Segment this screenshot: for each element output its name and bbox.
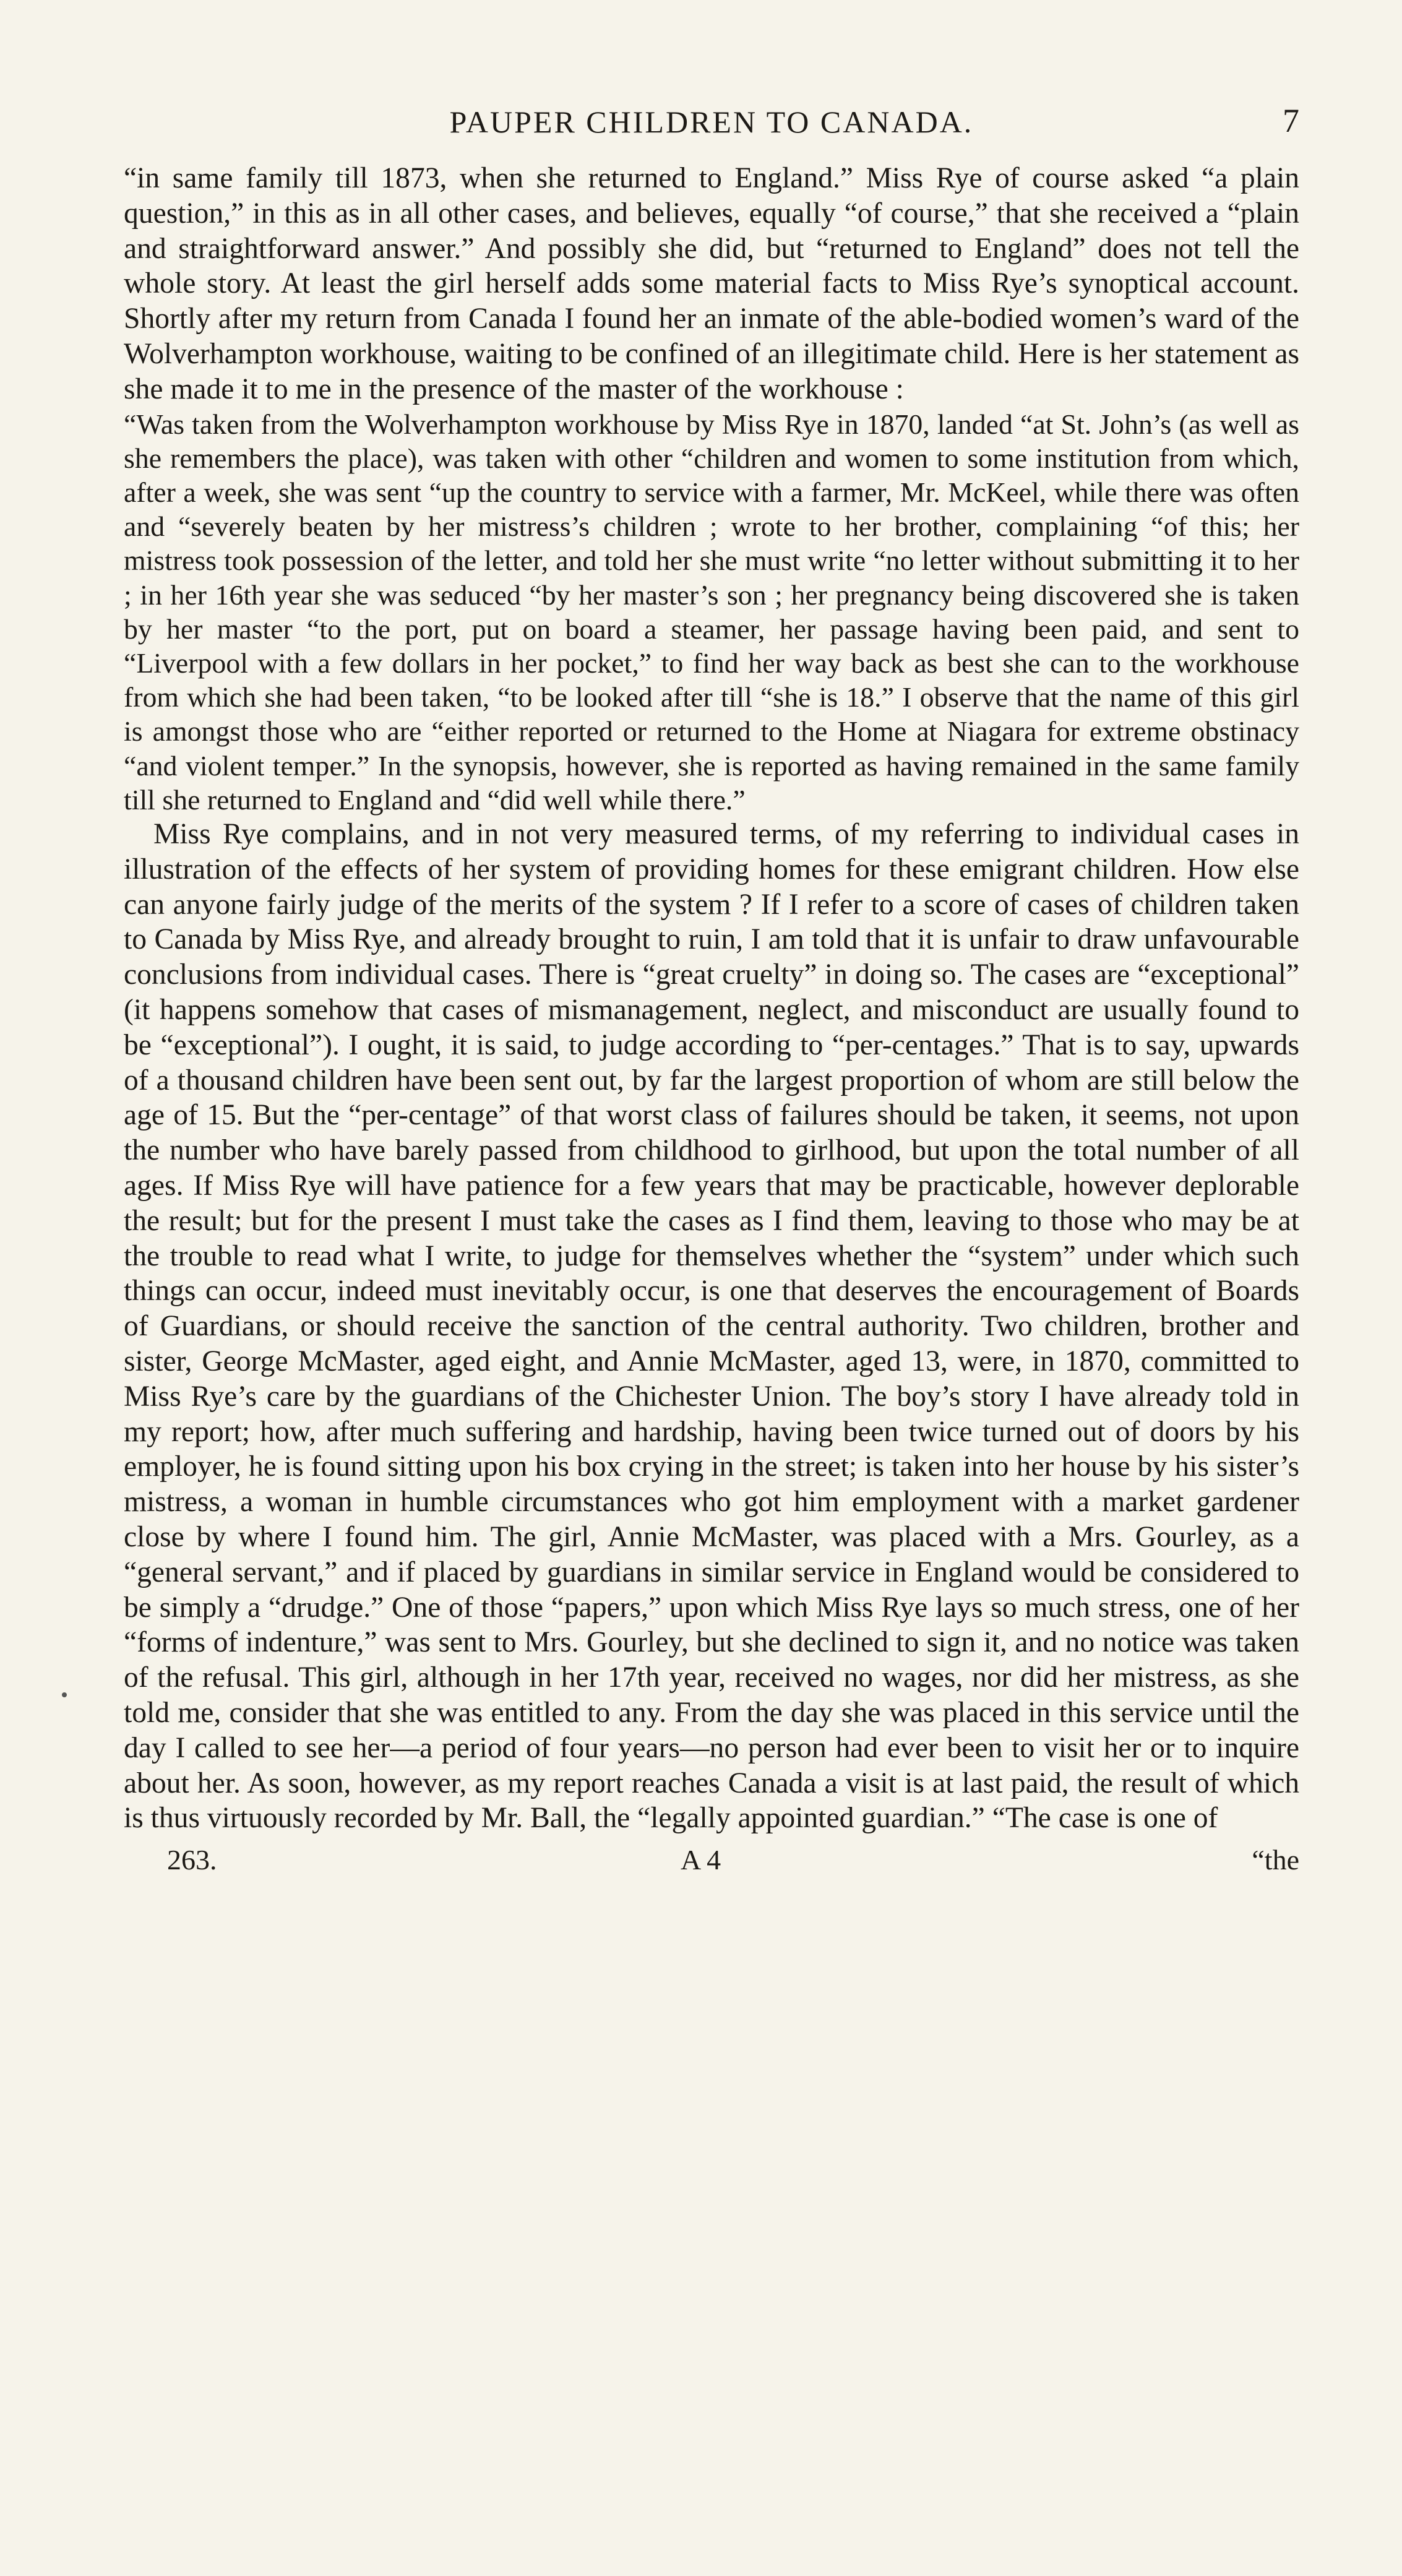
page-footer bbox=[124, 1838, 1299, 1882]
paragraph: Miss Rye complains, and in not very measured terms, of my referring to individual cases in illustration of the effects of her system of providing homes for these emigrant children. How else can anyone fairly judge of the merits of the system ? If I refer to a score of cases of children taken to Canada by Miss Rye, and already brought to ruin, I am told that it is unfair to draw unfavourable conclusions from individual cases. There is “great cruelty” in doing so. The cases are “exceptional” (it happens somehow that cases of mismanagement, neglect, and misconduct are usually found to be “exceptional”). I ought, it is said, to judge according to “per-centages.” That is to say, upwards of a thousand children have been sent out, by far the largest proportion of whom are still below the age of 15. But the “per-centage” of that worst class of failures should be taken, it seems, not upon the number who have barely passed from childhood to girlhood, but upon the total number of all ages. If Miss Rye will have patience for a few years that may be practicable, however deplorable the result; but for the present I must take the cases as I find them, leaving to those who may be at the trouble to read what I write, to judge for themselves whether the “system” under which such things can occur, indeed must inevitably occur, is one that deserves the encouragement of Boards of Guardians, or should receive the sanction of the central authority. Two children, brother and sister, George McMaster, aged eight, and Annie McMaster, aged 13, were, in 1870, committed to Miss Rye’s care by the guardians of the Chichester Union. The boy’s story I have already told in my report; how, after much suffering and hardship, having been twice turned out of doors by his employer, he is found sitting upon his box crying in the street; is taken into her house by his sister’s mistress, a woman in humble circumstances who got him employment with a market gardener close by where I found him. The girl, Annie McMaster, was placed with a Mrs. Gourley, as a “general servant,” and if placed by guardians in similar service in England would be considered to be simply a “drudge.” One of those “papers,” upon which Miss Rye lays so much stress, one of her “forms of indenture,” was sent to Mrs. Gourley, but she declined to sign it, and no notice was taken of the refusal. This girl, although in her 17th year, received no wages, nor did her mistress, as she told me, consider that she was entitled to any. From the day she was placed in this service until the day I called to see her—a period of four years—no person had ever been to visit her or to inquire about her. As soon, however, as my report reaches Canada a visit is at last paid, the result of which is thus virtuously recorded by Mr. Ball, the “legally appointed guardian.” “The case is one of bbox=[124, 818, 1299, 1835]
margin-speck bbox=[62, 1692, 67, 1697]
running-head bbox=[124, 93, 1299, 161]
body-text bbox=[124, 161, 1299, 1836]
page-number: 7 bbox=[1283, 102, 1299, 139]
signature-number: 263. bbox=[167, 1844, 217, 1876]
document-page bbox=[124, 93, 1299, 1882]
paragraph-continuation: “in same family till 1873, when she returned to England.” Miss Rye of course asked “a plain question,” in this as in all other cases, and believes, equally “of course,” that she received a “plain and straightforward answer.” And possibly she did, but “returned to England” does not tell the whole story. At least the girl herself adds some material facts to Miss Rye’s synoptical account. Shortly after my return from Canada I found her an inmate of the able-bodied women’s ward of the Wolverhampton workhouse, waiting to be confined of an illegitimate child. Here is her statement as she made it to me in the presence of the master of the workhouse : bbox=[124, 162, 1299, 405]
catchword: “the bbox=[1252, 1844, 1299, 1876]
running-title: PAUPER CHILDREN TO CANADA. bbox=[449, 105, 974, 139]
sheet-mark: A 4 bbox=[681, 1844, 721, 1876]
quoted-statement: “Was taken from the Wolverhampton workhouse by Miss Rye in 1870, landed “at St. John’s (as well as she remembers the place), was taken with other “children and women to some institution from which, after a week, she was sent “up the country to service with a farmer, Mr. McKeel, while there was often and “severely beaten by her mistress’s children ; wrote to her brother, complaining “of this; her mistress took possession of the letter, and told her she must write “no letter without submitting it to her ; in her 16th year she was seduced “by her master’s son ; her pregnancy being discovered she is taken by her master “to the port, put on board a steamer, her passage having been paid, and sent to “Liverpool with a few dollars in her pocket,” to find her way back as best she can to the workhouse from which she had been taken, “to be looked after till “she is 18.” I observe that the name of this girl is amongst those who are “either reported or returned to the Home at Niagara for extreme obstinacy “and violent temper.” In the synopsis, however, she is reported as having remained in the same family till she returned to England and “did well while there.” bbox=[124, 408, 1299, 816]
